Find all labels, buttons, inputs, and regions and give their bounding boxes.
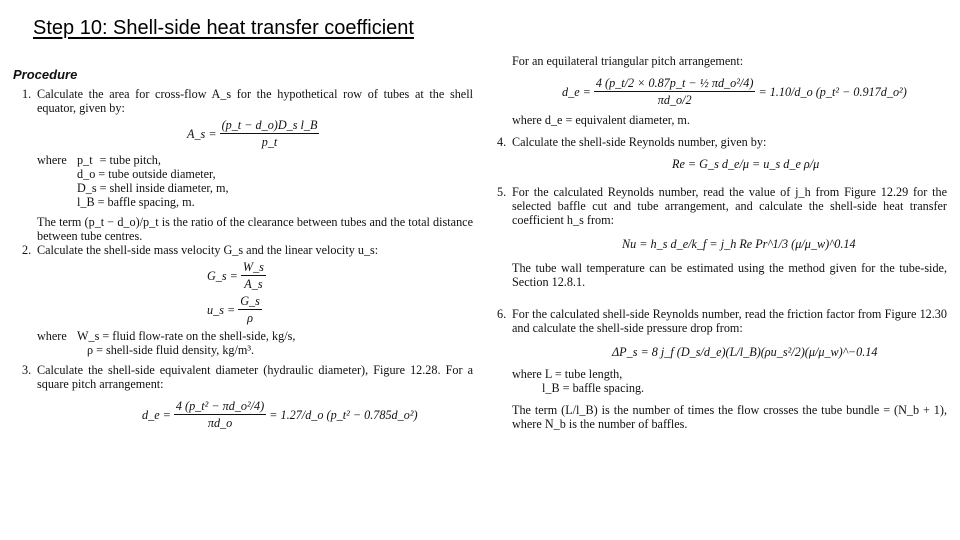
step-3-text: Calculate the shell-side equivalent diameter (hydraulic diameter), Figure 12.28. For a square pitch arrangement:	[37, 363, 473, 391]
eq-content: ΔP_s = 8 j_f (D_s/d_e)(L/l_B)(ρu_s²/2)(μ/μ_w)^−0.14	[612, 345, 878, 359]
eq-denominator: A_s	[244, 277, 263, 291]
definition-term: D_s	[77, 181, 97, 195]
definition-row	[37, 343, 473, 357]
linear-velocity-equation	[37, 294, 473, 325]
definition-row	[37, 153, 473, 167]
eq-fraction	[220, 118, 320, 149]
step-6-where-length: where L = tube length,	[512, 367, 623, 381]
nusselt-equation	[512, 237, 947, 251]
step-1-note: The term (p_t − d_o)/p_t is the ratio of the clearance between tubes and the total distance between tube centres.	[37, 215, 473, 243]
definition-row	[37, 195, 473, 209]
eq-fraction	[594, 76, 756, 107]
eq-denominator: ρ	[247, 311, 253, 325]
step-1-text: Calculate the area for cross-flow A_s for the hypothetical row of tubes at the shell equator, given by:	[37, 87, 473, 115]
definition-term: l_B	[77, 195, 95, 209]
step-3-number: 3.	[22, 363, 32, 377]
eq-content: Nu = h_s d_e/k_f = j_h Re Pr^1/3 (μ/μ_w)^0.14	[622, 237, 856, 251]
pressure-drop-equation	[512, 345, 947, 359]
eq-numerator: 4 (p_t² − πd_o²/4)	[175, 399, 265, 413]
eq-fraction	[238, 294, 262, 325]
equivalent-diameter-definition: where d_e = equivalent diameter, m.	[512, 113, 690, 127]
eq-numerator: 4 (p_t/2 × 0.87p_t − ½ πd_o²/4)	[595, 76, 754, 90]
eq-lhs: A_s =	[187, 126, 217, 141]
step-6-where-baffle: l_B = baffle spacing.	[542, 381, 645, 395]
definition-desc: = fluid flow-rate on the shell-side, kg/s,	[102, 329, 296, 343]
definition-term: d_o	[77, 167, 96, 181]
step-6-text: For the calculated shell-side Reynolds number, read the friction factor from Figure 12.30 and calculate the shell-side pressure drop from:	[512, 307, 947, 335]
step-5-note: The tube wall temperature can be estimated using the method given for the tube-side, Section 12.8.1.	[512, 261, 947, 289]
definition-term: p_t	[77, 153, 93, 167]
eq-rhs: = 1.27/d_o (p_t² − 0.785d_o²)	[269, 407, 418, 422]
definition-desc: = shell-side fluid density, kg/m³.	[96, 343, 255, 357]
eq-content: Re = G_s d_e/μ = u_s d_e ρ/μ	[672, 157, 820, 171]
eq-lhs: d_e =	[142, 407, 171, 422]
step-4-number: 4.	[497, 135, 507, 149]
definition-desc: = tube outside diameter,	[98, 167, 216, 181]
eq-numerator: W_s	[242, 260, 264, 274]
slide-title: Step 10: Shell-side heat transfer coefficient	[33, 17, 414, 39]
eq-denominator: πd_o	[207, 416, 233, 430]
definition-term: W_s	[77, 329, 100, 343]
definition-desc: = tube pitch,	[99, 153, 161, 167]
step-1	[13, 87, 473, 243]
eq-lhs: d_e =	[562, 84, 591, 99]
reynolds-number-equation	[512, 157, 947, 171]
step-6-note: The term (L/l_B) is the number of times the flow crosses the tube bundle = (N_b + 1), where N_b is the number of baffles.	[512, 403, 947, 431]
step-4-text: Calculate the shell-side Reynolds number, given by:	[512, 135, 767, 149]
square-pitch-equation	[37, 399, 473, 430]
eq-denominator: p_t	[261, 135, 278, 149]
where-label: where	[37, 153, 67, 167]
definition-desc: = baffle spacing, m.	[97, 195, 195, 209]
step-2-number: 2.	[22, 243, 32, 257]
step-1-definitions	[37, 153, 473, 209]
left-column	[13, 68, 473, 433]
step-3	[13, 363, 473, 430]
triangular-pitch-equation	[497, 76, 947, 107]
definition-term: ρ	[87, 343, 94, 357]
definition-row	[37, 181, 473, 195]
eq-numerator: G_s	[240, 294, 260, 308]
right-column	[497, 54, 947, 431]
definition-desc: = shell inside diameter, m,	[99, 181, 229, 195]
step-5-number: 5.	[497, 185, 507, 199]
definition-row	[37, 167, 473, 181]
where-label: where	[37, 329, 67, 343]
step-4	[497, 135, 947, 171]
eq-rhs: = 1.10/d_o (p_t² − 0.917d_o²)	[758, 84, 907, 99]
eq-fraction	[174, 399, 266, 430]
step-5-text: For the calculated Reynolds number, read the value of j_h from Figure 12.29 for the selected baffle cut and tube arrangement, and calculate the shell-side heat transfer coefficient h_s from:	[512, 185, 947, 227]
step-1-number: 1.	[22, 87, 32, 101]
step-2-definitions	[37, 329, 473, 357]
cross-flow-area-equation	[37, 118, 473, 149]
step-6-number: 6.	[497, 307, 507, 321]
procedure-heading: Procedure	[13, 67, 78, 82]
step-5	[497, 185, 947, 289]
mass-velocity-equation	[37, 260, 473, 291]
step-6	[497, 307, 947, 431]
eq-lhs: G_s =	[207, 268, 238, 283]
eq-denominator: πd_o/2	[657, 93, 692, 107]
step-2-text: Calculate the shell-side mass velocity G_s and the linear velocity u_s:	[37, 243, 379, 257]
eq-lhs: u_s =	[207, 302, 236, 317]
triangular-pitch-intro: For an equilateral triangular pitch arrangement:	[512, 54, 744, 68]
definition-row	[37, 329, 473, 343]
step-2	[13, 243, 473, 357]
eq-numerator: (p_t − d_o)D_s l_B	[221, 118, 318, 132]
eq-fraction	[241, 260, 266, 291]
